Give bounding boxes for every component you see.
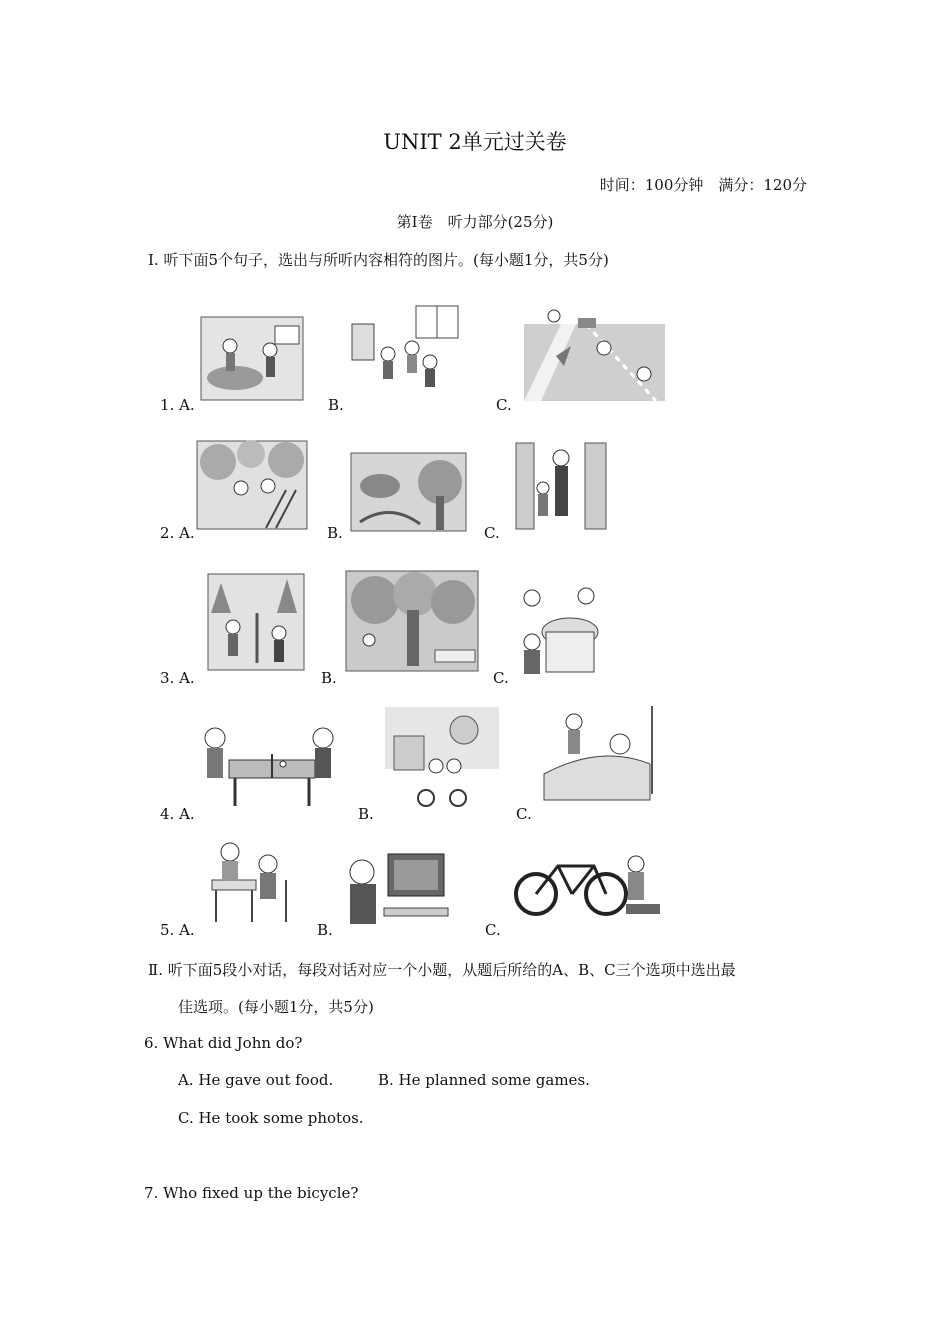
row1-label-b: B. (328, 396, 344, 414)
picture-2a (196, 440, 308, 530)
question-6-option-a: A. He gave out food. (178, 1071, 334, 1089)
row3-label-c: C. (493, 669, 509, 687)
picture-2c (515, 442, 607, 530)
picture-1a (200, 316, 304, 401)
part1-instruction: Ⅰ. 听下面5个句子，选出与所听内容相符的图片。(每小题1分，共5分) (148, 251, 609, 269)
row5-label-c: C. (485, 921, 501, 939)
picture-1b (350, 304, 462, 396)
question-6-option-c: C. He took some photos. (178, 1109, 364, 1127)
picture-5c (514, 848, 664, 924)
row4-label-a: 4. A. (160, 805, 195, 823)
question-7: 7. Who fixed up the bicycle? (144, 1184, 359, 1202)
picture-3a (207, 573, 305, 671)
picture-3b (345, 570, 479, 672)
picture-4a (195, 724, 345, 808)
row3-label-a: 3. A. (160, 669, 195, 687)
row5-label-b: B. (317, 921, 333, 939)
row4-label-c: C. (516, 805, 532, 823)
picture-5b (344, 852, 452, 926)
picture-4b (384, 706, 500, 808)
picture-4c (540, 704, 660, 808)
part2-instruction-line2: 佳选项。(每小题1分，共5分) (178, 998, 374, 1016)
part2-instruction-line1: Ⅱ. 听下面5段小对话，每段对话对应一个小题，从题后所给的A、B、C三个选项中选出最 (148, 961, 736, 979)
row2-label-b: B. (327, 524, 343, 542)
row3-label-b: B. (321, 669, 337, 687)
picture-5a (210, 836, 290, 924)
exam-time-score: 时间：100分钟 满分：120分 (599, 176, 807, 194)
row1-label-c: C. (496, 396, 512, 414)
question-6: 6. What did John do? (144, 1034, 303, 1052)
row4-label-b: B. (358, 805, 374, 823)
question-6-option-b: B. He planned some games. (378, 1071, 590, 1089)
picture-1c (516, 306, 666, 402)
section-heading: 第Ⅰ卷 听力部分(25分) (396, 213, 554, 231)
picture-2b (350, 452, 467, 532)
row5-label-a: 5. A. (160, 921, 195, 939)
row2-label-c: C. (484, 524, 500, 542)
page-title: UNIT 2单元过关卷 (383, 130, 567, 154)
row1-label-a: 1. A. (160, 396, 195, 414)
row2-label-a: 2. A. (160, 524, 195, 542)
picture-3c (516, 578, 608, 680)
